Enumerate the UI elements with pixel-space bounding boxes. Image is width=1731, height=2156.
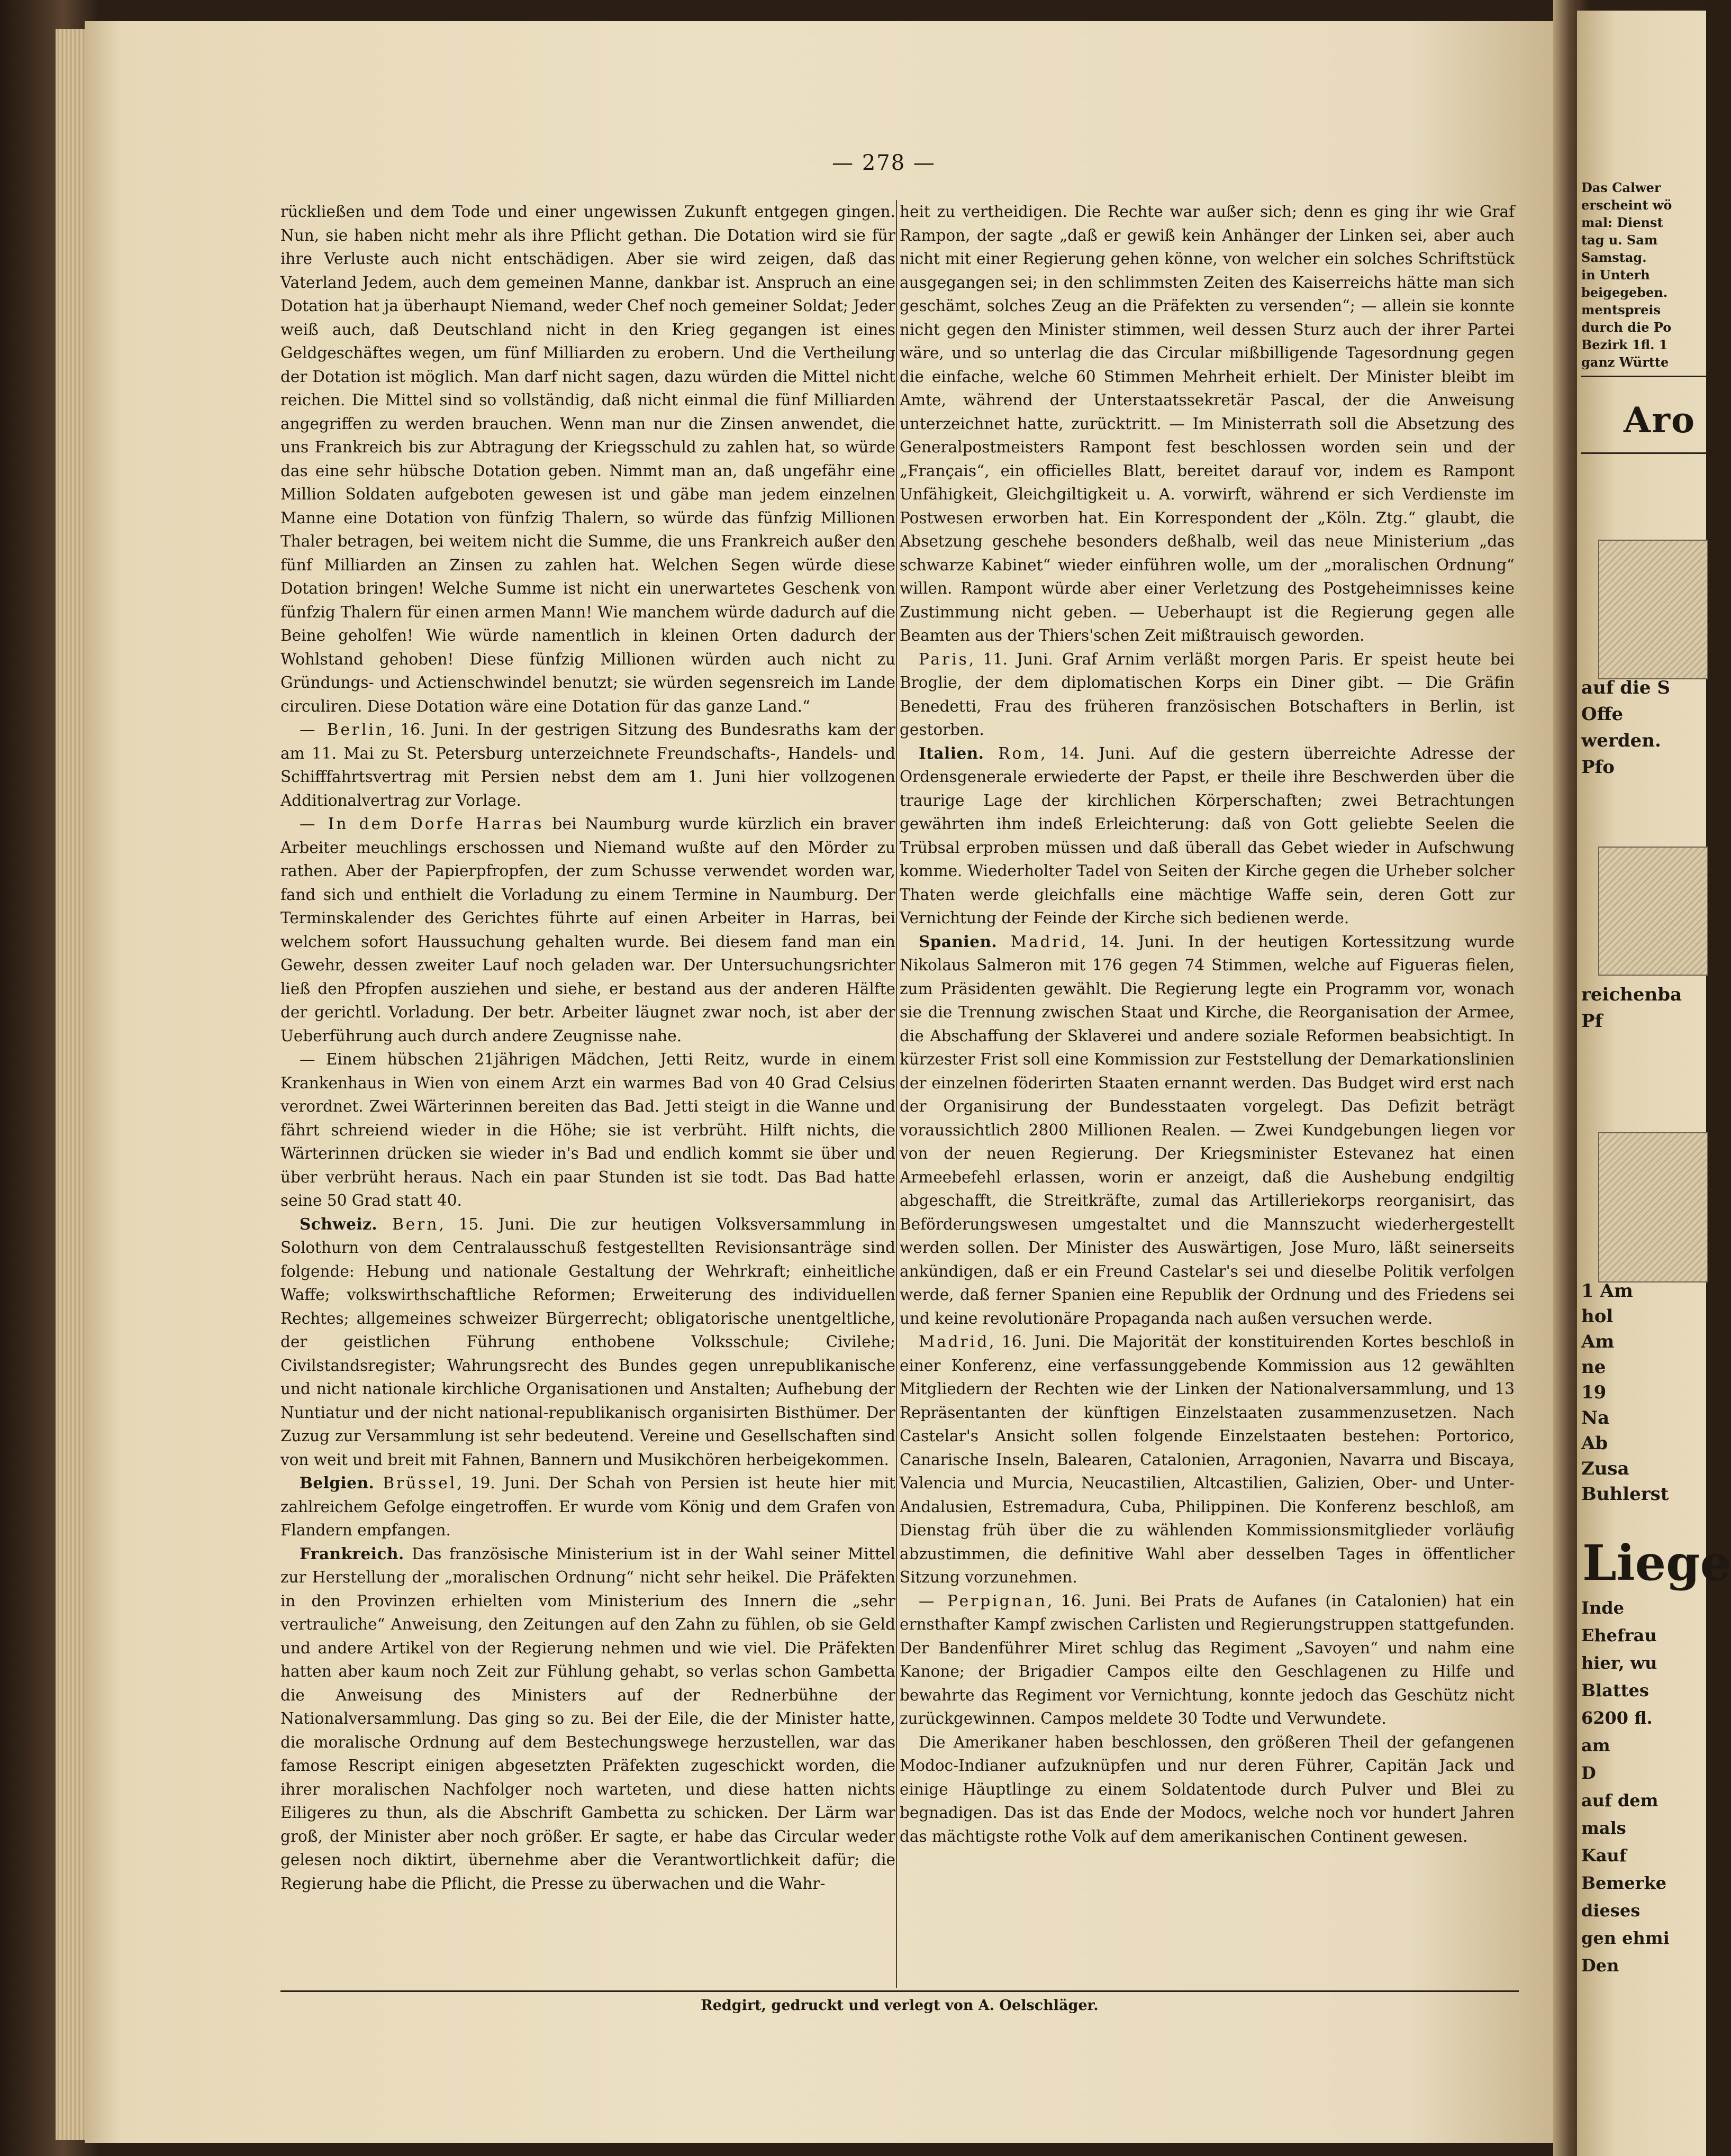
article-paragraph xyxy=(900,930,1515,1331)
article-text: Die Amerikaner haben beschlossen, den größeren Theil der gefangenen Modoc-Indianer aufzuknüpfen und nur deren Führer, Capitän Jack und einige Häuptlinge zu einem Soldatentode durch Pulver und Blei zu begnadigen. Das ist das Ende der Modocs, welche noch vor hundert Jahren das mächtigste rothe Volk auf dem amerikanischen Continent gewesen. xyxy=(900,1733,1515,1845)
article-text: , 14. Juni. Auf die gestern überreichte Adresse der Ordensgenerale erwiederte der Papst, er theile ihre Beschwerden über die traurige Lage der kirchlichen Körperschaften; zwei Betrachtungen gewährten ihm indeß Erleichterung: daß von Gott geliebte Seelen die Trübsal erproben müssen und daß überall das Gebet wieder in Aufschwung komme. Wiederholter Tadel von Seiten der Kirche gegen die Urheber solcher Thaten werde gleichfalls eine mächtige Waffe sein, deren Gott zur Vernichtung der Feinde der Kirche sich bedienen werde. xyxy=(900,744,1515,927)
adjacent-text-fragment: Blattes xyxy=(1581,1680,1649,1700)
article-paragraph xyxy=(280,812,895,1048)
left-column xyxy=(280,200,895,1988)
adjacent-text-fragment: Pfo xyxy=(1581,757,1615,778)
article-text: , 15. Juni. Die zur heutigen Volksversammlung in Solothurn von dem Centralausschuß festgestellten Revisionsanträge sind folgende: Hebung und nationale Gestaltung der Wehrkraft; einheitliche Waffe; volkswirthschaftliche Reformen; Erweiterung des individuellen Rechtes; allgemeines schweizer Bürgerrecht; obligatorische unentgeltliche, der geistlichen Führung enthobene Volksschule; Civilehe; Civilstandsregister; Wahrungsrecht des Bundes gegen unrepublikanische und nicht nationale kirchliche Organisationen und Anstalten; Aufhebung der Nuntiatur und der nicht national-republikanisch organisirten Bisthümer. Der Zuzug zur Versammlung ist sehr bedeutend. Vereine und Gesellschaften sind von weit und breit mit Fahnen, Bannern und Musikchören herbeigekommen. xyxy=(280,1215,895,1469)
article-paragraph xyxy=(900,1330,1515,1589)
adjacent-text-fragment: hier, wu xyxy=(1581,1653,1657,1673)
dateline-place: — Perpignan xyxy=(919,1591,1048,1610)
adjacent-text-fragment: Inde xyxy=(1581,1598,1624,1618)
adjacent-text-fragment: am xyxy=(1581,1735,1610,1755)
article-text: , 11. Juni. Graf Arnim verläßt morgen Paris. Er speist heute bei Broglie, der dem diplomatischen Korps ein Diner gibt. — Die Gräfin Benedetti, Frau des früheren französischen Botschafters in Berlin, ist gestorben. xyxy=(900,650,1515,739)
dateline-place: Paris xyxy=(919,650,969,668)
adjacent-text-fragment: erscheint wö xyxy=(1581,197,1672,213)
adjacent-text-fragment: ganz Württe xyxy=(1581,354,1669,370)
adjacent-text-fragment: mentspreis xyxy=(1581,302,1661,317)
article-paragraph xyxy=(280,1542,895,1896)
adjacent-text-fragment: Kauf xyxy=(1581,1845,1627,1866)
article-paragraph xyxy=(280,200,895,718)
dateline-place: Bern xyxy=(392,1215,439,1233)
adjacent-text-fragment: Pf xyxy=(1581,1011,1603,1032)
article-paragraph xyxy=(900,742,1515,930)
article-text: Das französische Ministerium ist in der Wahl seiner Mittel zur Herstellung der „moralischen Ordnung“ nicht sehr heikel. Die Präfekten in den Provinzen erhielten vom Ministerium des Innern die „sehr vertrauliche“ Anweisung, den Zeitungen auf den Zahn zu fühlen, ob sie Geld und andere Artikel von der Regierung nehmen und wie viel. Die Präfekten hatten aber kaum noch Zeit zur Fühlung gehabt, so verlas schon Gambetta die Anweisung des Ministers auf der Rednerbühne der Nationalversammlung. Das ging so zu. Bei der Eile, die der Minister hatte, die moralische Ordnung auf dem Bestechungswege herzustellen, war das famose Rescript einigen abgesetzten Präfekten zugeschickt worden, die ihrer moralischen Nachfolger noch warteten, und diese hatten nichts Eiligeres zu thun, als die Abschrift Gambetta zu schicken. Der Lärm war groß, der Minister aber noch größer. Er sagte, er habe das Circular weder gelesen noch diktirt, übernehme aber die Verantwortlichkeit dafür; die Regierung habe die Pflicht, die Presse zu überwachen und die Wahr- xyxy=(280,1544,896,1893)
adjacent-text-fragment: 19 xyxy=(1581,1382,1607,1403)
section-heading: Spanien. xyxy=(919,932,998,951)
article-paragraph xyxy=(280,1213,895,1472)
adjacent-text-fragment: durch die Po xyxy=(1581,320,1672,335)
adjacent-text-fragment: Bezirk 1fl. 1 xyxy=(1581,337,1668,352)
adjacent-text-fragment: Samstag. xyxy=(1581,250,1647,265)
article-text: rückließen und dem Tode und einer ungewissen Zukunft entgegen gingen. Nun, sie haben nicht mehr als ihre Pflicht gethan. Die Dotation wird sie für ihre Verluste auch nicht entschädigen. Aber sie wird zeigen, daß das Vaterland Jedem, auch dem gemeinen Manne, dankbar ist. Anspruch an eine Dotation hat ja überhaupt Niemand, weder Chef noch gemeiner Soldat; Jeder weiß auch, daß Deutschland nicht in den Krieg gegangen ist eines Geldgeschäftes wegen, um fünf Milliarden zu erobern. Und die Vertheilung der Dotation ist möglich. Man darf nicht sagen, dazu würden die Mittel nicht reichen. Die Mittel sind so vollständig, daß nicht einmal die fünf Milliarden angegriffen zu werden brauchen. Wenn man nur die Zinsen anwendet, die uns Frankreich bis zur Abtragung der Kriegsschuld zu zahlen hat, so würde das eine sehr hübsche Dotation geben. Nimmt man an, daß ungefähr eine Million Soldaten aufgeboten gewesen ist und gäbe man jedem einzelnen Manne eine Dotation von fünfzig Thalern, so würde das fünfzig Millionen Thaler betragen, bei weitem nicht die Summe, die uns Frankreich außer den fünf Milliarden an Zinsen zu zahlen hat. Welchen Segen würde diese Dotation bringen! Welche Summe ist nicht ein unerwartetes Geschenk von fünfzig Thalern für einen armen Mann! Wie manchem würde dadurch auf die Beine geholfen! Wie würde namentlich in kleinen Orten dadurch der Wohlstand gehoben! Diese fünfzig Millionen würden auch nicht zu Gründungs- und Actienschwindel benutzt; sie würden segensreich im Lande circuliren. Diese Dotation wäre eine Dotation für das ganze Land.“ xyxy=(280,203,895,715)
section-heading: Frankreich. xyxy=(300,1544,404,1563)
adjacent-text-fragment: Den xyxy=(1581,1955,1619,1976)
adjacent-text-fragment: Das Calwer xyxy=(1581,180,1661,195)
adjacent-text-fragment: D xyxy=(1581,1763,1596,1783)
section-heading: Belgien. xyxy=(300,1473,375,1492)
article-text: , 14. Juni. In der heutigen Kortessitzung wurde Nikolaus Salmeron mit 176 gegen 74 Stimmen, welche auf Figueras fielen, zum Präsidenten gewählt. Die Regierung legte ein Programm vor, wonach sie die Trennung zwischen Staat und Kirche, die Reorganisation der Armee, die Abschaffung der Sklaverei und andere soziale Reformen beabsichtigt. In kürzester Frist soll eine Kommission zur Feststellung der Demarkationslinien der einzelnen föderirten Staaten ernannt werden. Das Budget wird erst nach der Organisirung der Bundesstaaten vorgelegt. Das Defizit beträgt voraussichtlich 2800 Millionen Realen. — Zwei Kundgebungen liegen vor von der neuen Regierung. Der Kriegsminister Estevanez hat einen Armeebefehl erlassen, worin er anzeigt, daß die Aushebung endgiltig abgeschafft, die Streitkräfte, zumal das Artilleriekorps reorganisirt, das Beförderungswesen umgestaltet und die Mannszucht wiederhergestellt werden sollen. Der Minister des Auswärtigen, Jose Muro, läßt seinerseits ankündigen, daß er ein Freund Castelar's sei und dieselbe Politik verfolgen werde, daß ferner Spanien eine Republik der Ordnung und des Friedens sei und keine revolutionäre Propaganda nach außen versuchen werde. xyxy=(900,932,1515,1327)
right-column xyxy=(900,200,1515,1988)
adjacent-text-fragment: hol xyxy=(1581,1306,1614,1327)
adjacent-rule xyxy=(1581,376,1706,377)
article-paragraph xyxy=(280,1048,895,1213)
dateline-place: Rom xyxy=(998,744,1041,762)
adjacent-heading: Aro xyxy=(1624,399,1696,441)
adjacent-text-fragment: Buhlerst xyxy=(1581,1484,1669,1505)
dateline-place: Brüssel xyxy=(383,1474,457,1492)
adjacent-text-fragment: Offe xyxy=(1581,704,1624,725)
article-paragraph xyxy=(900,1589,1515,1731)
article-text: , 19. Juni. Der Schah von Persien ist heute hier mit zahlreichem Gefolge eingetroffen. Er wurde vom König und dem Grafen von Flandern empfangen. xyxy=(280,1474,895,1539)
adjacent-big-word: Liege xyxy=(1582,1534,1731,1591)
page-edges xyxy=(56,29,87,2140)
dateline-place: — In dem Dorfe Harras xyxy=(300,815,544,833)
article-paragraph xyxy=(280,718,895,812)
adjacent-text-fragment: gen ehmi xyxy=(1581,1928,1670,1948)
adjacent-text-fragment: Zusa xyxy=(1581,1458,1629,1479)
article-text: , 16. Juni. Bei Prats de Aufanes (in Catalonien) hat ein ernsthafter Kampf zwischen Carlisten und Regierungstruppen stattgefunden. Der Bandenführer Miret schlug das Regiment „Savoyen“ und nahm eine Kanone; der Brigadier Campos eilte den Geschlagenen zu Hilfe und bewahrte das Regiment vor Vernichtung, konnte jedoch das Geschütz nicht zurückgewinnen. Campos meldete 30 Todte und Verwundete. xyxy=(900,1591,1515,1727)
article-paragraph xyxy=(900,648,1515,742)
article-text: , 16. Juni. In der gestrigen Sitzung des Bundesraths kam der am 11. Mai zu St. Petersburg unterzeichnete Freundschafts-, Handels- und Schifffahrtsvertrag mit Persien nebst dem am 1. Juni hier vollzogenen Additionalvertrag zur Vorlage. xyxy=(280,721,896,809)
adjacent-text-fragment: Na xyxy=(1581,1407,1610,1429)
footer-rule xyxy=(280,1990,1519,1992)
adjacent-text-fragment: beigegeben. xyxy=(1581,285,1668,300)
page-number: — 278 — xyxy=(832,151,936,175)
adjacent-text-fragment: mals xyxy=(1581,1818,1626,1838)
adjacent-text-fragment: 1 Am xyxy=(1581,1280,1633,1302)
adjacent-text-fragment: Ehefrau xyxy=(1581,1625,1657,1645)
column-divider xyxy=(896,200,897,1988)
locomotive-illustration xyxy=(1598,540,1708,679)
section-heading: Italien. xyxy=(919,743,984,762)
adjacent-text-fragment: mal: Dienst xyxy=(1581,215,1663,230)
adjacent-text-fragment: dieses xyxy=(1581,1900,1641,1921)
adjacent-text-fragment: Ab xyxy=(1581,1433,1608,1454)
adjacent-text-fragment: Am xyxy=(1581,1331,1615,1352)
dateline-place: Madrid xyxy=(919,1333,990,1351)
dateline-place: Madrid xyxy=(1010,932,1081,951)
adjacent-text-fragment: reichenba xyxy=(1581,984,1682,1005)
article-paragraph xyxy=(900,1731,1515,1849)
adjacent-text-fragment: 6200 fl. xyxy=(1581,1708,1653,1728)
adjacent-text-fragment: in Unterh xyxy=(1581,267,1650,283)
engraving-illustration xyxy=(1598,1132,1708,1282)
article-text: , 16. Juni. Die Majorität der konstituirenden Kortes beschloß in einer Konferenz, eine verfassunggebende Kommission aus 12 gewählten Mitgliedern der Rechten wie der Linken der Nationalversammlung, und 13 Repräsentanten der künftigen Einzelstaaten zusammenzusetzen. Nach Castelar's Ansicht sollen folgende Einzelstaaten bestehen: Portorico, Canarische Inseln, Balearen, Catalonien, Arragonien, Navarra und Biscaya, Valencia und Murcia, Neucastilien, Altcastilien, Galizien, Ober- und Unter-Andalusien, Estremadura, Cuba, Philippinen. Die Konferenz beschloß, am Dienstag früh über die zu wählenden Kommissionsmitglieder vorläufig abzustimmen, die definitive Wahl aber desselben Tages in öffentlicher Sitzung vorzunehmen. xyxy=(900,1333,1515,1586)
adjacent-text-fragment: ne xyxy=(1581,1357,1606,1378)
article-paragraph xyxy=(280,1471,895,1542)
article-text: — Einem hübschen 21jährigen Mädchen, Jetti Reitz, wurde in einem Krankenhaus in Wien von einem Arzt ein warmes Bad von 40 Grad Celsius verordnet. Zwei Wärterinnen bereiten das Bad. Jetti steigt in die Wanne und fährt schreiend wieder in die Höhe; sie ist verbrüht. Hilft nichts, die Wärterinnen drücken sie wieder in's Bad und endlich kommt sie über und über verbrüht heraus. Nach ein paar Stunden ist sie todt. Das Bad hatte seine 50 Grad statt 40. xyxy=(280,1050,895,1209)
section-heading: Schweiz. xyxy=(300,1214,378,1233)
adjacent-rule xyxy=(1581,452,1706,454)
article-text: bei Naumburg wurde kürzlich ein braver Arbeiter meuchlings erschossen und Niemand wußte auf den Mörder zu rathen. Aber der Papierpfropfen, der zum Schusse verwendet worden war, fand sich und enthielt die Vorladung zu einem Termine in Naumburg. Der Terminskalender des Gerichtes führte auf einen Arbeiter in Harras, bei welchem sofort Haussuchung gehalten wurde. Bei diesem fand man ein Gewehr, dessen zweiter Lauf noch geladen war. Der Untersuchungsrichter ließ den Pfropfen ausziehen und siehe, er bestand aus der anderen Hälfte der gerichtl. Vorladung. Der betr. Arbeiter läugnet zwar noch, ist aber der Ueberführung auch durch andere Zeugnisse nahe. xyxy=(280,815,895,1045)
adjacent-text-fragment: tag u. Sam xyxy=(1581,232,1658,248)
adjacent-page xyxy=(1577,11,1731,2156)
adjacent-text-fragment: auf dem xyxy=(1581,1790,1659,1811)
imprint-line: Redgirt, gedruckt und verlegt von A. Oelschläger. xyxy=(701,1997,1099,2014)
adjacent-text-fragment: Bemerke xyxy=(1581,1873,1667,1893)
article-paragraph xyxy=(900,200,1515,648)
adjacent-text-fragment: auf die S xyxy=(1581,677,1670,698)
locomotive-illustration xyxy=(1598,847,1708,976)
adjacent-text-fragment: werden. xyxy=(1581,730,1661,751)
dateline-place: — Berlin xyxy=(300,721,388,739)
article-text: heit zu vertheidigen. Die Rechte war außer sich; denn es ging ihr wie Graf Rampon, der sagte „daß er gewiß kein Anhänger der Linken sei, aber auch nicht mit einer Regierung gehen könne, von welcher ein solches Schriftstück ausgegangen sei; in den schlimmsten Zeiten des Kaiserreichs hätte man sich geschämt, solches Zeug an die Präfekten zu versenden“; — allein sie konnte nicht gegen den Minister stimmen, weil dessen Sturz auch der ihrer Partei wäre, und so unterlag die das Circular mißbilligende Tagesordnung gegen die einfache, welche 60 Stimmen Mehrheit erhielt. Der Minister bleibt im Amte, während der Unterstaatssekretär Pascal, der die Anweisung unterzeichnet hatte, zurücktritt. — Im Ministerrath soll die Absetzung des Generalpostmeisters Rampont fest beschlossen worden sein und der „Français“, ein officielles Blatt, bereitet darauf vor, indem es Rampont Unfähigkeit, Gleichgiltigkeit u. A. vorwirft, während er sich Verdienste im Postwesen erworben hat. Ein Korrespondent der „Köln. Ztg.“ glaubt, die Absetzung geschehe besonders deßhalb, weil das neue Ministerium „das schwarze Kabinet“ wieder einführen wolle, um der „moralischen Ordnung“ willen. Rampont würde aber einer Verletzung des Postgeheimnisses keine Zustimmung nicht geben. — Ueberhaupt ist die Regierung gegen alle Beamten aus der Thiers'schen Zeit mißtrauisch geworden. xyxy=(900,203,1515,644)
